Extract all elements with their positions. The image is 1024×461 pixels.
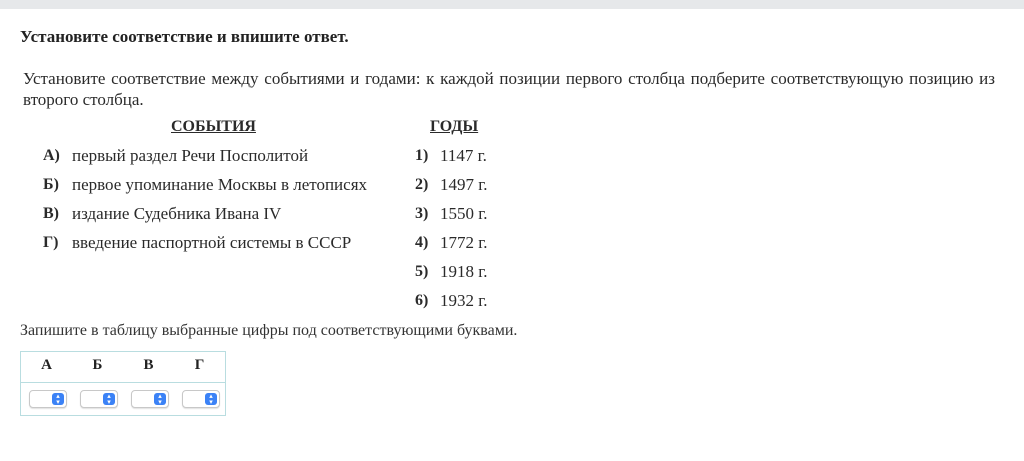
answer-instruction: Запишите в таблицу выбранные цифры под соответствующими буквами.: [20, 322, 518, 339]
task-text: Установите соответствие между событиями и годами: к каждой позиции первого столбца подберите соответствующую позицию из второго столбца.: [23, 69, 995, 109]
up-down-chevron-icon: ▴ ▾: [154, 393, 166, 405]
up-down-chevron-icon: ▴ ▾: [205, 393, 217, 405]
year-text: 1550 г.: [440, 204, 488, 223]
answer-header-v: В: [143, 357, 154, 373]
event-text: введение паспортной системы в СССР: [72, 233, 352, 252]
year-text: 1772 г.: [440, 233, 488, 252]
year-text: 1918 г.: [440, 262, 488, 281]
answer-table-divider: [21, 382, 225, 383]
up-down-chevron-icon: ▴ ▾: [52, 393, 64, 405]
year-number: 1): [415, 147, 429, 164]
event-letter: А): [43, 147, 60, 164]
task-heading: Установите соответствие и впишите ответ.: [20, 27, 349, 46]
event-letter: Б): [43, 176, 59, 193]
year-text: 1497 г.: [440, 175, 488, 194]
answer-select-a[interactable]: [29, 390, 67, 408]
answer-select-b[interactable]: [80, 390, 118, 408]
year-text: 1147 г.: [440, 146, 487, 165]
year-number: 4): [415, 234, 429, 251]
year-number: 2): [415, 176, 429, 193]
year-number: 3): [415, 205, 429, 222]
year-text: 1932 г.: [440, 291, 488, 310]
up-down-chevron-icon: ▴ ▾: [103, 393, 115, 405]
answer-header-a: А: [41, 357, 52, 373]
event-text: первый раздел Речи Посполитой: [72, 146, 309, 165]
event-text: издание Судебника Ивана IV: [72, 204, 282, 223]
event-letter: В): [43, 205, 59, 222]
year-number: 6): [415, 292, 429, 309]
event-letter: Г): [43, 234, 59, 251]
top-bar: [0, 0, 1024, 9]
years-column-header: ГОДЫ: [430, 118, 479, 135]
answer-table: [20, 351, 226, 416]
event-text: первое упоминание Москвы в летописях: [72, 175, 368, 194]
answer-header-g: Г: [194, 357, 205, 373]
answer-select-g[interactable]: [182, 390, 220, 408]
events-column-header: СОБЫТИЯ: [171, 118, 256, 135]
answer-select-v[interactable]: [131, 390, 169, 408]
answer-header-b: Б: [92, 357, 103, 373]
year-number: 5): [415, 263, 429, 280]
